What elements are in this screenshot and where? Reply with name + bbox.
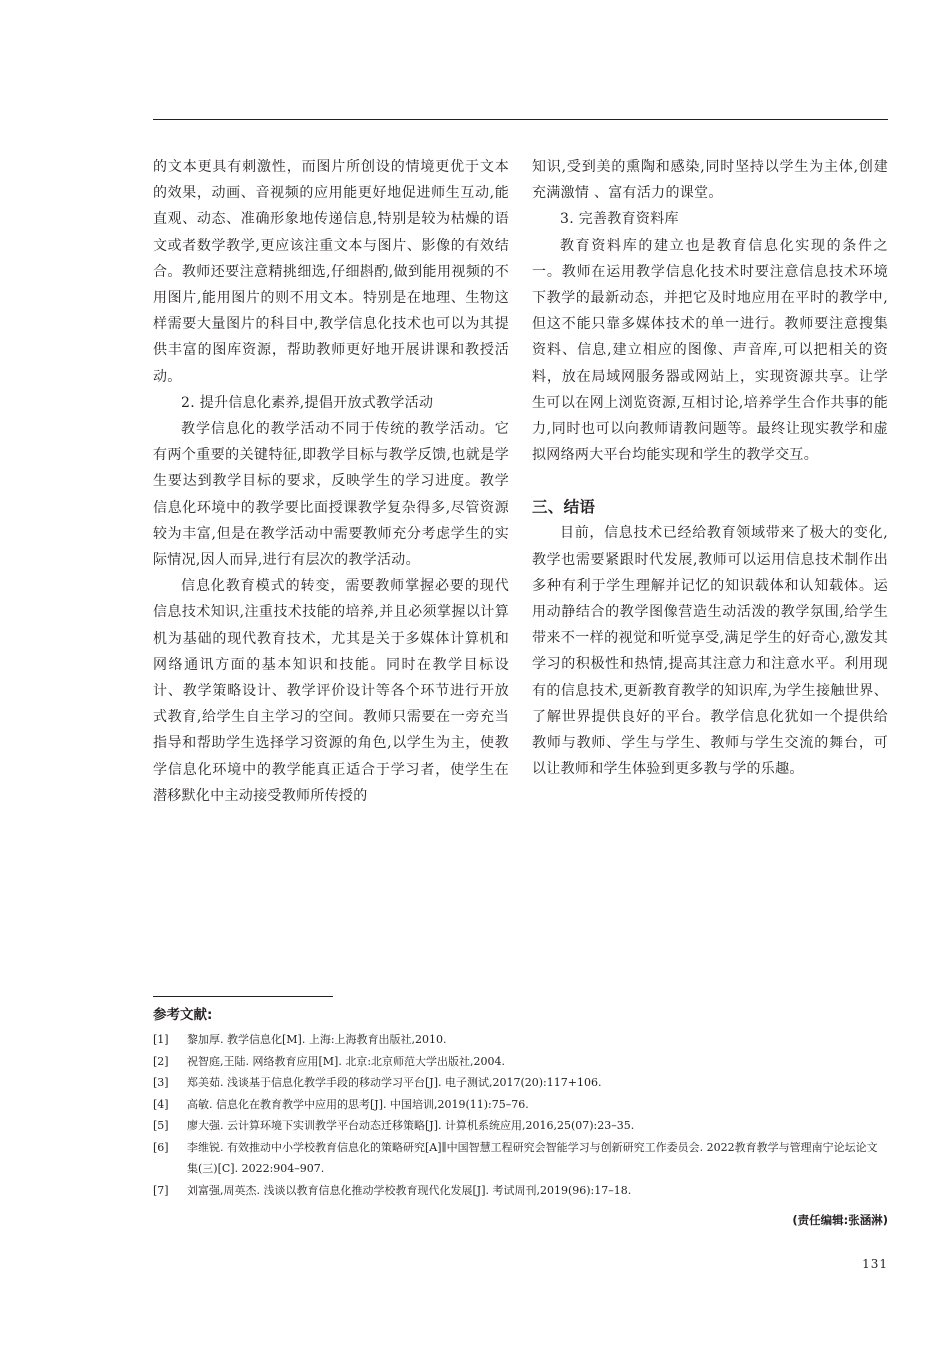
reference-text: 郑美茹. 浅谈基于信息化教学手段的移动学习平台[J]. 电子测试,2017(20):117+106.: [187, 1076, 602, 1089]
right-paragraph-3: 目前，信息技术已经给教育领域带来了极大的变化,教学也需要紧跟时代发展,教师可以运用信息技术制作出多种有利于学生理解并记忆的知识载体和认知载体。运用动静结合的教学图像营造生动活泼的教学氛围,给学生带来不一样的视觉和听觉享受,满足学生的好奇心,激发其学习的积极性和热情,提高其注意力和注意水平。利用现有的信息技术,更新教育教学的知识库,为学生接触世界、了解世界提供良好的平台。教学信息化犹如一个提供给教师与教师、学生与学生、教师与学生交流的舞台，可以让教师和学生体验到更多教与学的乐趣。: [532, 525, 888, 778]
reference-number: [6]: [153, 1140, 169, 1154]
reference-text: 祝智庭,王陆. 网络教育应用[M]. 北京:北京师范大学出版社,2004.: [187, 1054, 506, 1068]
references-list: [153, 1029, 888, 1201]
subsection-heading-3: 3. 完善教育资料库: [560, 211, 679, 228]
right-paragraph-2: 教育资料库的建立也是教育信息化实现的条件之一。教师在运用教学信息化技术时要注意信息技术环境下教学的最新动态，并把它及时地应用在平时的教学中,但这不能只靠多媒体技术的单一进行。教师要注意搜集资料、信息,建立相应的图像、声音库,可以把相关的资料，放在局域网服务器或网站上，实现资源共享。让学生可以在网上浏览资源,互相讨论,培养学生合作共事的能力,同时也可以向教师请教问题等。最终让现实教学和虚拟网络两大平台均能实现和学生的教学交互。: [532, 237, 888, 464]
reference-item: [153, 1115, 888, 1137]
reference-item: [153, 1072, 888, 1094]
reference-text: 李维锐. 有效推动中小学校教育信息化的策略研究[A]∥中国智慧工程研究会智能学习与创新研究工作委员会. 2022教育教学与管理南宁论坛论文集(三)[C]. 2022:904–907.: [187, 1140, 878, 1175]
left-paragraph-1: 的文本更具有刺激性，而图片所创设的情境更优于文本的效果，动画、音视频的应用能更好地促进师生互动,能直观、动态、准确形象地传递信息,特别是较为枯燥的语文或者数学教学,更应该注重文本与图片、影像的有效结合。教师还要注意精挑细选,仔细斟酌,做到能用视频的不用图片,能用图片的则不用文本。特别是在地理、生物这样需要大量图片的科目中,教学信息化技术也可以为其提供丰富的图库资源，帮助教师更好地开展讲课和教授活动。: [153, 159, 509, 385]
reference-number: [2]: [153, 1054, 169, 1068]
left-paragraph-2: 教学信息化的教学活动不同于传统的教学活动。它有两个重要的关键特征,即教学目标与教学反馈,也就是学生要达到教学目标的要求，反映学生的学习进度。教学信息化环境中的教学要比面授课教学复杂得多,尽管资源较为丰富,但是在教学活动中需要教师充分考虑学生的实际情况,因人而异,进行有层次的教学活动。: [153, 421, 509, 569]
reference-number: [4]: [153, 1097, 169, 1111]
reference-item: [153, 1029, 888, 1051]
reference-item: [153, 1180, 888, 1202]
editor-note: (责任编辑:张涵淋): [792, 1213, 888, 1227]
reference-number: [3]: [153, 1076, 169, 1089]
section-title-conclusion: 三、结语: [532, 498, 596, 517]
reference-text: 刘富强,周英杰. 浅谈以教育信息化推动学校教育现代化发展[J]. 考试周刊,2019(96):17–18.: [187, 1183, 632, 1197]
reference-text: 廖大强. 云计算环境下实训教学平台动态迁移策略[J]. 计算机系统应用,2016,25(07):23–35.: [187, 1119, 635, 1132]
reference-number: [7]: [153, 1183, 169, 1197]
right-column: [532, 154, 888, 782]
reference-number: [5]: [153, 1119, 169, 1132]
header-rule: [153, 119, 888, 120]
subsection-heading-2: 2. 提升信息化素养,提倡开放式教学活动: [181, 394, 434, 411]
reference-item: [153, 1051, 888, 1073]
references-title: 参考文献:: [153, 1007, 213, 1023]
reference-number: [1]: [153, 1033, 169, 1046]
page-number: 131: [862, 1257, 888, 1271]
reference-text: 黎加厚. 教学信息化[M]. 上海:上海教育出版社,2010.: [187, 1033, 447, 1046]
references-rule: [153, 996, 333, 997]
left-column: [153, 154, 509, 809]
reference-item: [153, 1094, 888, 1116]
left-paragraph-3: 信息化教育模式的转变，需要教师掌握必要的现代信息技术知识,注重技术技能的培养,并且必须掌握以计算机为基础的现代教育技术，尤其是关于多媒体计算机和网络通讯方面的基本知识和技能。同时在教学目标设计、教学策略设计、教学评价设计等各个环节进行开放式教育,给学生自主学习的空间。教师只需要在一旁充当指导和帮助学生选择学习资源的角色,以学生为主，使教学信息化环境中的教学能真正适合于学习者，使学生在潜移默化中主动接受教师所传授的: [153, 578, 509, 804]
right-paragraph-1: 知识,受到美的熏陶和感染,同时坚持以学生为主体,创建充满激情 、富有活力的课堂。: [532, 159, 888, 202]
reference-text: 高敏. 信息化在教育教学中应用的思考[J]. 中国培训,2019(11):75–76.: [187, 1097, 529, 1111]
reference-item: [153, 1137, 888, 1180]
